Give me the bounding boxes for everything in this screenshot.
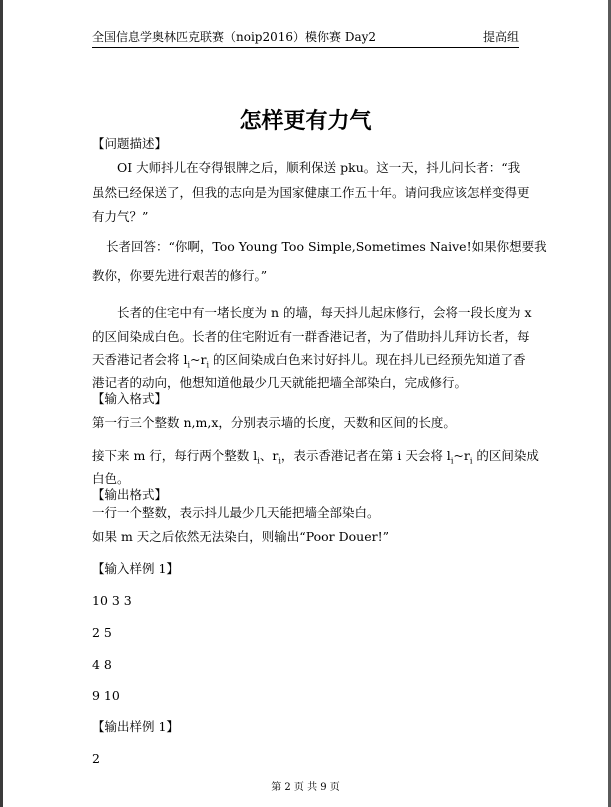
section-sample-output-heading: 【输出样例 1】 [92, 719, 179, 734]
paragraph3-line1: 长者的住宅中有一堵长度为 n 的墙，每天抖儿起床修行，会将一段长度为 x [117, 305, 532, 320]
header-rule [92, 47, 519, 48]
paragraph1-line1: OI 大师抖儿在夺得银牌之后，顺利保送 pku。这一天，抖儿问长者：“我 [117, 160, 521, 175]
input-desc-line3: 白色。 [92, 471, 130, 486]
output-desc-line1: 一行一个整数，表示抖儿最少几天能把墙全部染白。 [92, 505, 380, 520]
sample-output-line: 2 [92, 751, 100, 766]
page-footer: 第 2 页 共 9 页 [271, 782, 340, 793]
paragraph2-line2: 教你，你要先进行艰苦的修行。” [92, 268, 268, 283]
output-desc-line2: 如果 m 天之后依然无法染白，则输出“Poor Douer!” [92, 529, 389, 544]
paragraph1-line2: 虽然已经保送了，但我的志向是为国家健康工作五十年。请问我应该怎样变得更 [92, 185, 530, 200]
sample-input-line: 4 8 [92, 657, 112, 672]
sample-input-line: 10 3 3 [92, 593, 132, 608]
section-problem-heading: 【问题描述】 [92, 136, 168, 151]
paragraph1-line3: 有力气？” [92, 209, 149, 224]
paragraph3-line2: 的区间染成白色。长者的住宅附近有一群香港记者，为了借助抖儿拜访长者，每 [92, 329, 530, 344]
header-group: 提高组 [482, 30, 519, 44]
section-sample-input-heading: 【输入样例 1】 [92, 561, 179, 576]
input-desc-line2: 接下来 m 行，每行两个整数 $l_i$、$r_i$，表示香港记者在第 i 天会将 $l_i\sim r_i$ 的区间染成 [92, 448, 539, 466]
section-input-heading: 【输入格式】 [92, 391, 168, 406]
paragraph3-line4: 港记者的动向，他想知道他最少几天就能把墙全部染白，完成修行。 [92, 375, 468, 390]
header-contest-name: 全国信息学奥林匹克联赛（noip2016）模你赛 Day2 [92, 30, 377, 44]
input-desc-line1: 第一行三个整数 n,m,x，分别表示墙的长度，天数和区间的长度。 [92, 415, 456, 430]
problem-title: 怎样更有力气 [239, 109, 372, 134]
paragraph2-line1: 长者回答：“你啊，Too Young Too Simple,Sometimes Naive!如果你想要我 [106, 239, 547, 254]
sample-input-line: 2 5 [92, 625, 112, 640]
paragraph3-line3: 天香港记者会将 $l_i\sim r_i$ 的区间染成白色来讨好抖儿。现在抖儿已经预先知道了香 [92, 352, 526, 370]
section-output-heading: 【输出格式】 [92, 487, 168, 502]
page-header [92, 27, 519, 45]
sample-input-line: 9 10 [92, 688, 120, 703]
